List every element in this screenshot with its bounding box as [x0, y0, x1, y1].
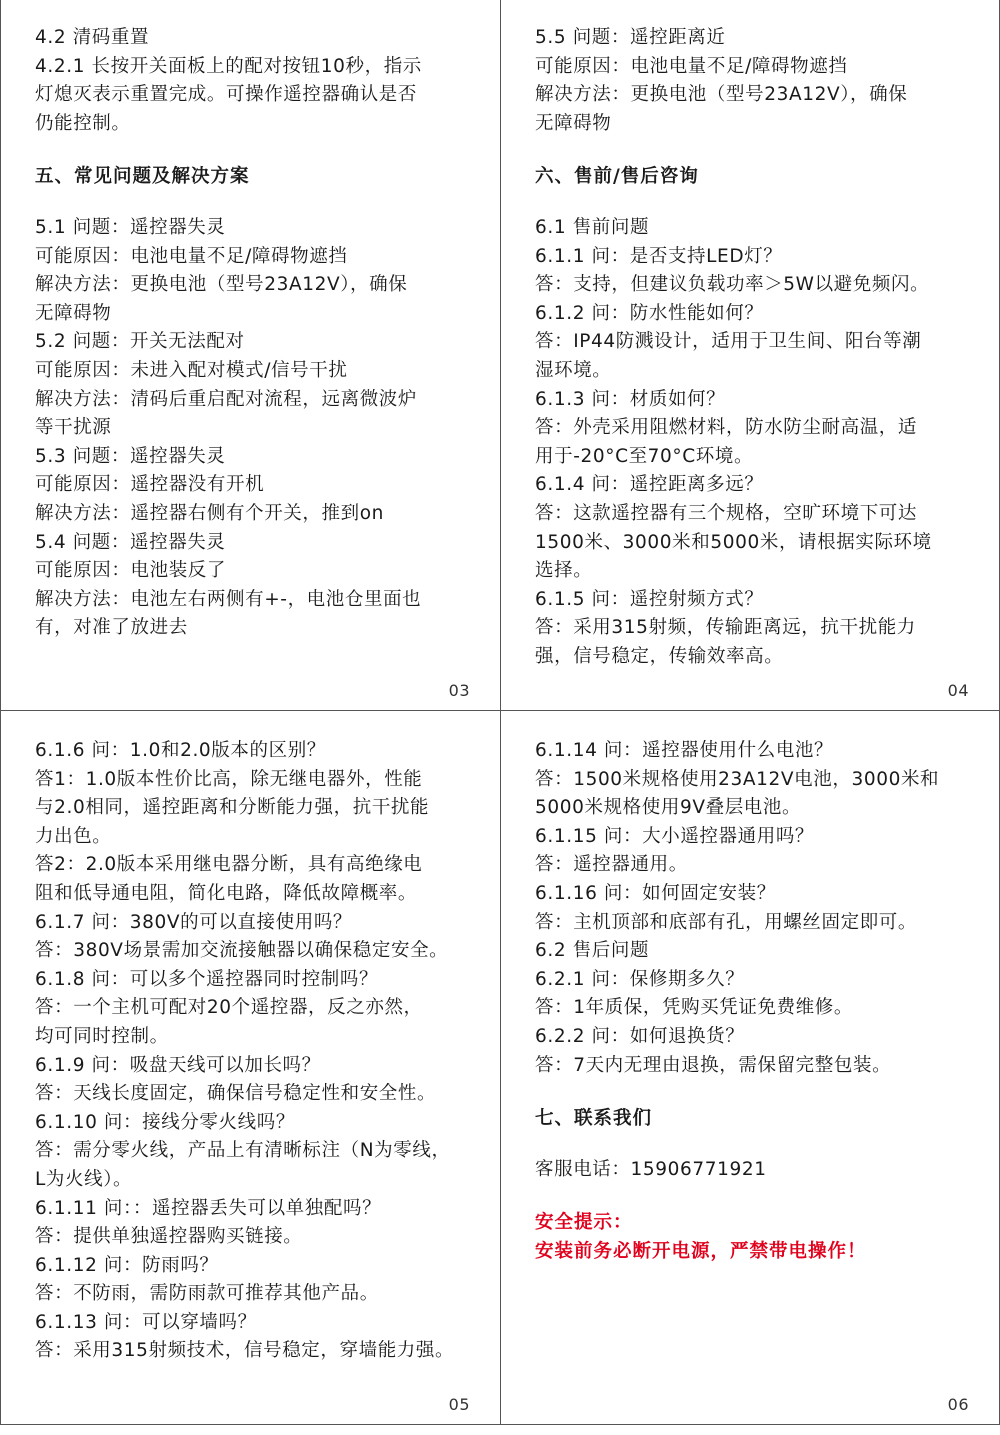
- section-heading-contact: 七、联系我们: [535, 1108, 653, 1130]
- text-line: 6.1.12 问：防雨吗？: [35, 1254, 219, 1276]
- text-line: 灯熄灭表示重置完成。可操作遥控器确认是否: [35, 84, 418, 106]
- text-line: 6.1.16 问：如何固定安装？: [535, 882, 776, 904]
- text-line: 答：需分零火线，产品上有清晰标注（N为零线，: [35, 1140, 451, 1162]
- section-heading-faq: 五、常见问题及解决方案: [35, 166, 250, 188]
- text-line: 6.2.2 问：如何退换货？: [535, 1025, 745, 1047]
- text-line: 均可同时控制。: [35, 1025, 169, 1047]
- text-line: 5000米规格使用9V叠层电池。: [535, 797, 802, 819]
- spacer: [35, 192, 488, 214]
- text-line: 6.1.8 问：可以多个遥控器同时控制吗？: [35, 968, 379, 990]
- contact-phone: 客服电话：15906771921: [535, 1158, 767, 1180]
- text-line: 用于-20°C至70°C环境。: [535, 445, 754, 467]
- text-line: L为火线）。: [35, 1168, 133, 1190]
- text-line: 答2：2.0版本采用继电器分断，具有高绝缘电: [35, 854, 423, 876]
- page-06: [500, 710, 1000, 1425]
- text-line: 4.2.1 长按开关面板上的配对按钮10秒，指示: [35, 55, 422, 77]
- text-line: 6.1.6 问：1.0和2.0版本的区别？: [35, 740, 326, 761]
- text-line: 解决方法：遥控器右侧有个开关，推到on: [35, 502, 384, 524]
- text-line: 解决方法：更换电池（型号23A12V），确保: [535, 84, 908, 106]
- text-line: 可能原因：未进入配对模式/信号干扰: [35, 359, 348, 381]
- text-line: 答：外壳采用阻燃材料，防水防尘耐高温，适: [535, 417, 918, 439]
- text-line: 选择。: [535, 560, 593, 582]
- text-line: 6.1.15 问：大小遥控器通用吗？: [535, 825, 815, 847]
- text-line: 可能原因：电池装反了: [35, 560, 227, 582]
- page-number: 06: [947, 1395, 969, 1414]
- text-line: 6.1.11 问：：遥控器丢失可以单独配吗？: [35, 1197, 382, 1219]
- text-line: 答：不防雨，需防雨款可推荐其他产品。: [35, 1283, 379, 1305]
- text-line: 答：这款遥控器有三个规格，空旷环境下可达: [535, 502, 918, 524]
- text-line: 答：提供单独遥控器购买链接。: [35, 1226, 303, 1248]
- section-heading-consult: 六、售前/售后咨询: [535, 166, 699, 188]
- text-line: 等干扰源: [35, 417, 112, 439]
- text-line: 答：1年质保，凭购买凭证免费维修。: [535, 997, 853, 1019]
- text-line: 4.2 清码重置: [35, 27, 150, 48]
- text-line: 6.1.14 问：遥控器使用什么电池？: [535, 740, 834, 761]
- spacer: [535, 192, 987, 214]
- page-number: 05: [448, 1395, 470, 1414]
- text-line: 6.2 售后问题: [535, 940, 650, 962]
- text-line: 答1：1.0版本性价比高，除无继电器外，性能: [35, 768, 423, 790]
- text-line: 答：遥控器通用。: [535, 854, 688, 876]
- spacer: [535, 138, 987, 163]
- text-line: 可能原因：电池电量不足/障碍物遮挡: [35, 245, 348, 267]
- spacer: [535, 1134, 987, 1156]
- page-04-content: [535, 24, 987, 671]
- text-line: 有，对准了放进去: [35, 617, 188, 639]
- text-line: 答：7天内无理由退换，需保留完整包装。: [535, 1054, 892, 1076]
- text-line: 力出色。: [35, 825, 112, 847]
- text-line: 答：采用315射频，传输距离远，抗干扰能力: [535, 617, 916, 639]
- text-line: 6.1.9 问：吸盘天线可以加长吗？: [35, 1054, 321, 1076]
- text-line: 答：支持，但建议负载功率＞5W以避免频闪。: [535, 274, 930, 296]
- text-line: 答：一个主机可配对20个遥控器，反之亦然，: [35, 997, 423, 1019]
- text-line: 答：1500米规格使用23A12V电池，3000米和: [535, 768, 940, 790]
- text-line: 无障碍物: [535, 112, 612, 134]
- text-line: 与2.0相同，遥控距离和分断能力强，抗干扰能: [35, 797, 430, 819]
- text-line: 答：IP44防溅设计，适用于卫生间、阳台等潮: [535, 331, 922, 353]
- page-number: 03: [448, 681, 470, 700]
- page-06-content: [535, 737, 987, 1267]
- text-line: 6.1 售前问题: [535, 216, 650, 238]
- text-line: 答：380V场景需加交流接触器以确保稳定安全。: [35, 940, 449, 962]
- text-line: 答：天线长度固定，确保信号稳定性和安全性。: [35, 1083, 437, 1105]
- text-line: 6.1.7 问：380V的可以直接使用吗？: [35, 911, 353, 933]
- text-line: 6.1.2 问：防水性能如何？: [535, 302, 764, 324]
- text-line: 6.2.1 问：保修期多久？: [535, 968, 745, 990]
- page-05: [0, 710, 501, 1425]
- spacer: [535, 1184, 987, 1209]
- text-line: 6.1.4 问：遥控距离多远？: [535, 474, 764, 496]
- text-line: 5.3 问题：遥控器失灵: [35, 445, 226, 467]
- text-line: 5.2 问题：开关无法配对: [35, 331, 245, 353]
- spacer: [535, 1080, 987, 1105]
- text-line: 答：主机顶部和底部有孔，用螺丝固定即可。: [535, 911, 918, 933]
- text-line: 强，信号稳定，传输效率高。: [535, 645, 784, 667]
- spacer: [35, 138, 488, 163]
- text-line: 可能原因：遥控器没有开机: [35, 474, 265, 496]
- text-line: 解决方法：清码后重启配对流程，远离微波炉: [35, 388, 418, 410]
- text-line: 6.1.3 问：材质如何？: [535, 388, 726, 410]
- text-line: 5.5 问题：遥控距离近: [535, 27, 726, 48]
- text-line: 可能原因：电池电量不足/障碍物遮挡: [535, 55, 848, 77]
- safety-title: 安全提示：: [535, 1212, 633, 1234]
- page-03: [0, 0, 501, 711]
- text-line: 湿环境。: [535, 359, 612, 381]
- page-05-content: [35, 737, 488, 1366]
- text-line: 阻和低导通电阻，简化电路，降低故障概率。: [35, 882, 418, 904]
- text-line: 答：采用315射频技术，信号稳定，穿墙能力强。: [35, 1340, 455, 1362]
- text-line: 6.1.1 问：是否支持LED灯？: [535, 245, 783, 267]
- page-03-content: [35, 24, 488, 643]
- text-line: 仍能控制。: [35, 112, 131, 134]
- text-line: 无障碍物: [35, 302, 112, 324]
- text-line: 5.1 问题：遥控器失灵: [35, 216, 226, 238]
- text-line: 解决方法：更换电池（型号23A12V），确保: [35, 274, 408, 296]
- page-04: [500, 0, 1000, 711]
- text-line: 6.1.5 问：遥控射频方式？: [535, 588, 764, 610]
- text-line: 解决方法：电池左右两侧有+-，电池仓里面也: [35, 588, 422, 610]
- text-line: 6.1.13 问：可以穿墙吗？: [35, 1311, 257, 1333]
- text-line: 1500米、3000米和5000米，请根据实际环境: [535, 531, 932, 553]
- safety-warning: 安装前务必断开电源，严禁带电操作！: [535, 1240, 867, 1262]
- text-line: 6.1.10 问：接线分零火线吗？: [35, 1111, 295, 1133]
- page-number: 04: [947, 681, 969, 700]
- text-line: 5.4 问题：遥控器失灵: [35, 531, 226, 553]
